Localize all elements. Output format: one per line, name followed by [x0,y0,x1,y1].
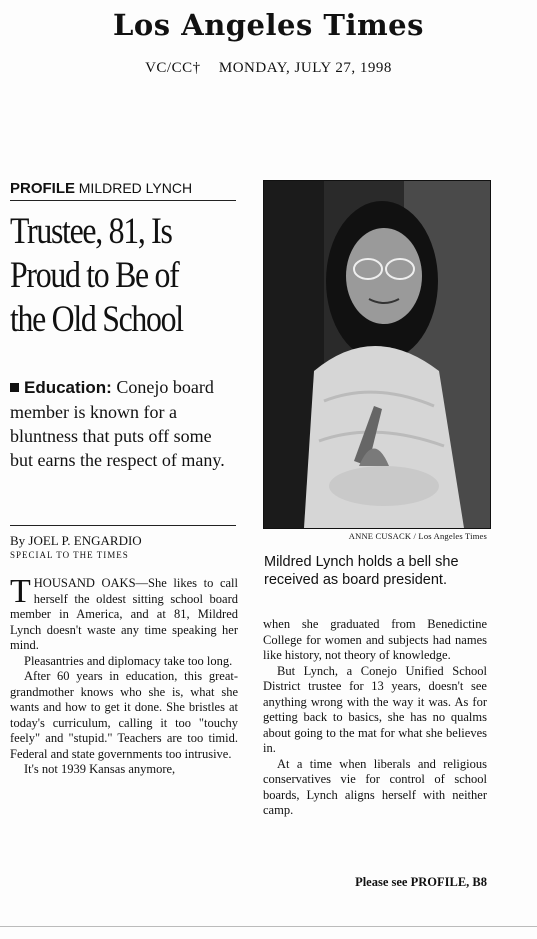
headline [10,210,216,342]
paragraph: After 60 years in education, this great-grandmother knows who she is, what she wants and how to get it done. She bristles at today's curriculum, calling it too "touchy feely" and "stupid." Teachers are too timid. Federal and state governments too intrusive. [10,669,238,761]
portrait-photo [263,180,491,529]
article-column-2 [263,617,487,819]
byline-author: By JOEL P. ENGARDIO [10,533,142,548]
edition-code: VC/CC† [145,60,201,76]
dateline [0,60,537,77]
page-bottom-rule [0,926,537,927]
paragraph: Pleasantries and diplomacy take too long. [24,653,233,668]
issue-date: MONDAY, JULY 27, 1998 [218,60,392,76]
kicker-name: MILDRED LYNCH [78,180,193,196]
paragraph: At a time when liberals and religious conservatives vie for control of school boards, Lynch aligns herself with neither camp. [263,756,487,817]
deck-text: Conejo board member is known for a bluntness that puts off some but earns the respect of many. [10,377,225,470]
profile-kicker [10,180,236,201]
byline-affiliation: SPECIAL TO THE TIMES [10,550,129,560]
paragraph: when she graduated from Benedictine College for women and subjects had names like history, not theory of knowledge. [263,617,487,662]
masthead-title: Los Angeles Times [113,8,424,42]
paragraph: But Lynch, a Conejo Unified School District trustee for 13 years, doesn't see anything wrong with the way it was. As for getting back to basics, she has no qualms about going to the mat for what she believes in. [263,663,487,755]
continuation-link[interactable]: Please see PROFILE, B8 [355,875,487,889]
portrait-illustration [264,181,490,528]
paragraph: It's not 1939 Kansas anymore, [24,762,176,776]
drop-cap: T [10,573,31,610]
article-column-1 [10,573,238,778]
deck [10,375,238,472]
headline-line: the Old School [10,299,183,340]
photo-credit: ANNE CUSACK / Los Angeles Times [348,531,487,541]
deck-label: Education: [24,378,112,397]
paragraph: THOUSAND OAKS—She likes to call herself the oldest sitting school board member in America, and at 81, Mildred Lynch doesn't waste any time speaking her mind. [10,573,238,652]
byline-divider [10,525,236,526]
headline-line: Proud to Be of [10,255,179,296]
photo-caption: Mildred Lynch holds a bell she received as board president. [264,554,459,588]
headline-line: Trustee, 81, Is [10,211,172,252]
kicker-label: PROFILE [10,180,76,197]
bullet-square-icon [10,383,19,392]
